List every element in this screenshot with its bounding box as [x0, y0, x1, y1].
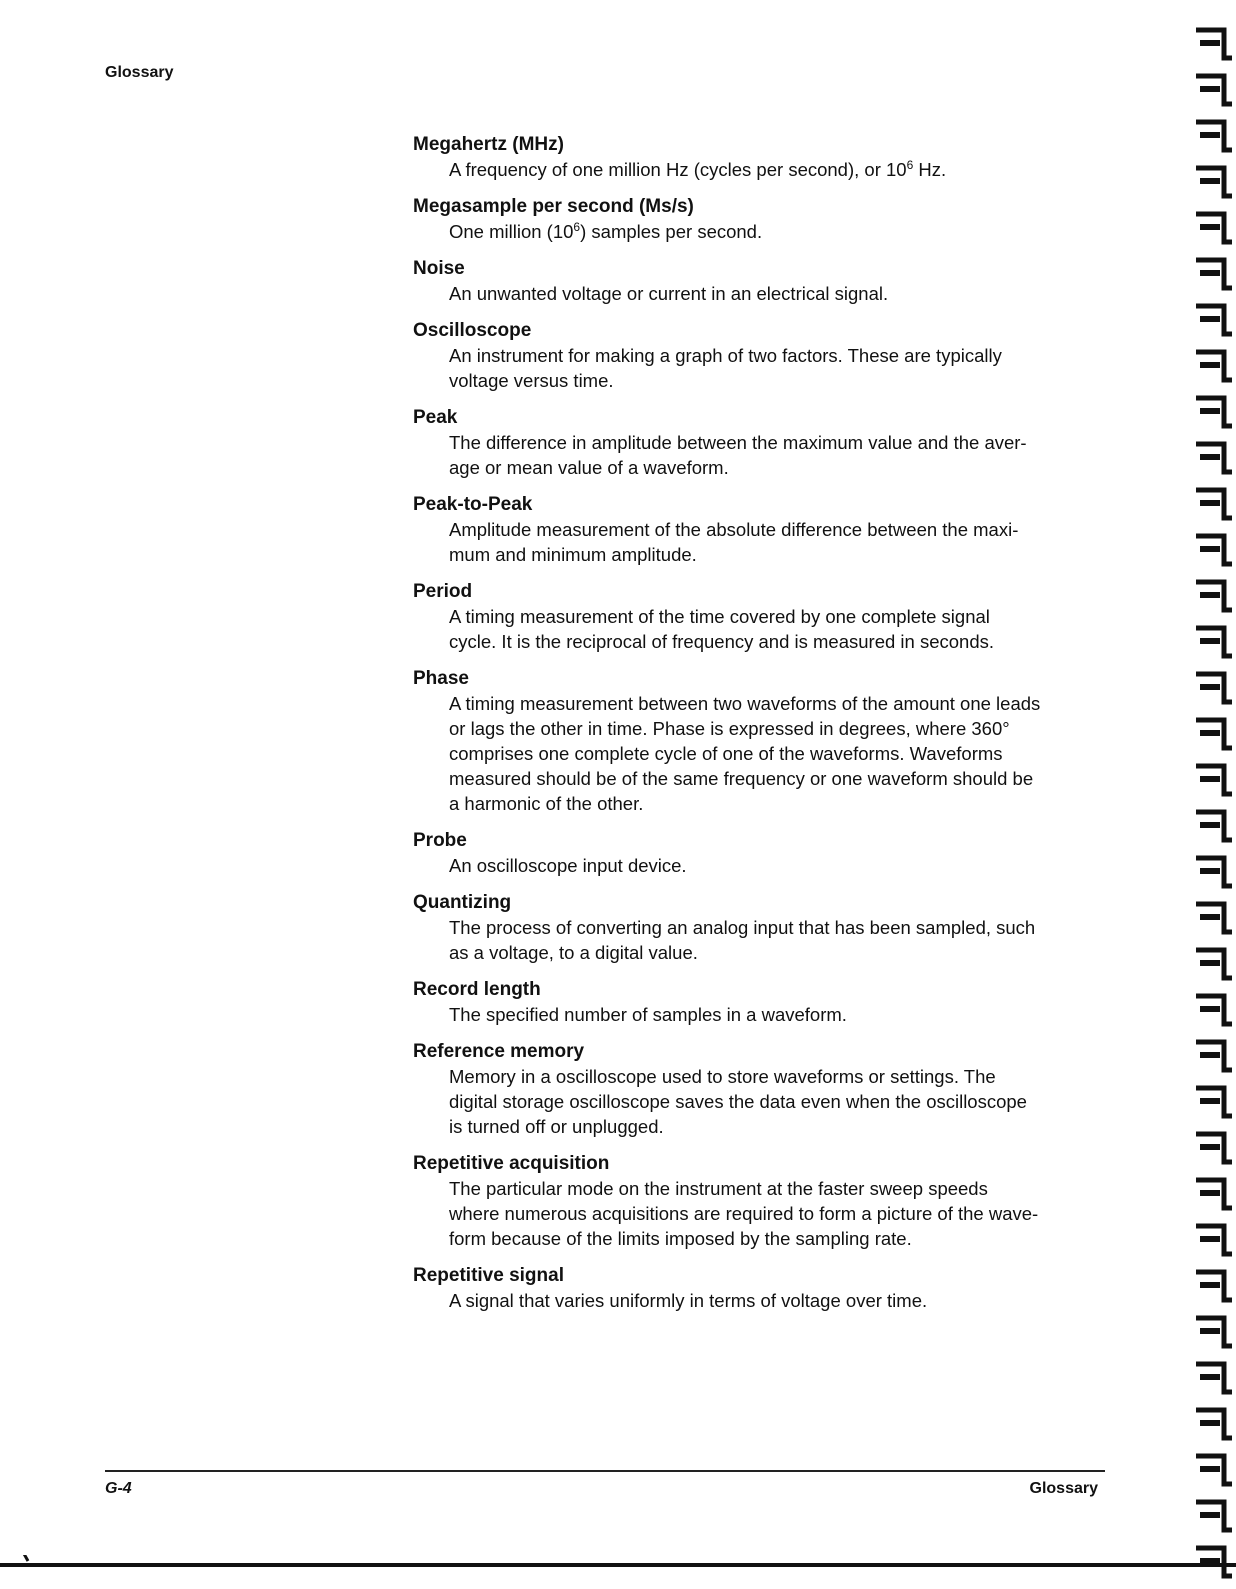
- binding-coil-tick: [1200, 1374, 1220, 1380]
- binding-coil-tick: [1200, 1512, 1220, 1518]
- binding-coil-tick: [1200, 1236, 1220, 1242]
- glossary-entry: [413, 1040, 1103, 1139]
- binding-coil-tick: [1200, 500, 1220, 506]
- binding-coil-tick: [1200, 684, 1220, 690]
- glossary-entry: [413, 1264, 1103, 1313]
- glossary-definition: A signal that varies uniformly in terms of voltage over time.: [449, 1290, 928, 1311]
- binding-coil-tick: [1200, 730, 1220, 736]
- glossary-term: Phase: [413, 668, 469, 689]
- binding-coil-tick: [1200, 1420, 1220, 1426]
- binding-coil-tick: [1200, 86, 1220, 92]
- binding-coil-tick: [1200, 1006, 1220, 1012]
- glossary-definition: A timing measurement of the time covered by one complete signal cycle. It is the reciprocal of frequency and is measured in seconds.: [449, 606, 994, 652]
- glossary-definition: An instrument for making a graph of two factors. These are typically voltage versus time.: [449, 345, 1002, 391]
- glossary-entry: [413, 891, 1103, 965]
- binding-coil-tick: [1200, 868, 1220, 874]
- binding-coil-tick: [1200, 270, 1220, 276]
- binding-coil-tick: [1200, 1144, 1220, 1150]
- binding-coil-tick: [1200, 1098, 1220, 1104]
- binding-coil-tick: [1200, 132, 1220, 138]
- binding-coil-tick: [1200, 914, 1220, 920]
- spiral-binding-graphic: [1194, 0, 1234, 1589]
- glossary-term: Megasample per second (Ms/s): [413, 196, 694, 217]
- glossary-entry: [413, 195, 1103, 244]
- glossary-term: Peak-to-Peak: [413, 494, 533, 515]
- glossary-definition: The specified number of samples in a waveform.: [449, 1004, 847, 1025]
- binding-coil-tick: [1200, 822, 1220, 828]
- binding-coil-tick: [1200, 1052, 1220, 1058]
- glossary-entry: [413, 493, 1103, 567]
- glossary-definition: The particular mode on the instrument at the faster sweep speeds where numerous acquisitions are required to form a picture of the wave- form because of the limits imposed by the sampling rate.: [449, 1178, 1039, 1249]
- glossary-term: Peak: [413, 407, 458, 428]
- footer-rule: [105, 1470, 1105, 1472]
- binding-coil-tick: [1200, 638, 1220, 644]
- glossary-term: Repetitive signal: [413, 1265, 564, 1286]
- footer-section-label: Glossary: [1029, 1480, 1098, 1497]
- glossary-definition: One million $(10^6)$ samples per second.: [449, 220, 763, 242]
- scan-corner-mark: [8, 1555, 28, 1561]
- glossary-entry: [413, 133, 1103, 182]
- scan-bottom-line: [0, 1563, 1236, 1567]
- glossary-definition: An unwanted voltage or current in an electrical signal.: [449, 283, 889, 304]
- binding-coil-tick: [1200, 1282, 1220, 1288]
- glossary-entry: [413, 1152, 1103, 1251]
- glossary-term: Period: [413, 581, 473, 602]
- binding-coil-tick: [1200, 1328, 1220, 1334]
- glossary-definition: The process of converting an analog input that has been sampled, such as a voltage, to a digital value.: [449, 917, 1036, 963]
- binding-coil-tick: [1200, 224, 1220, 230]
- glossary-entry: [413, 319, 1103, 393]
- glossary-entry: [413, 580, 1103, 654]
- glossary-definition: An oscilloscope input device.: [449, 855, 687, 876]
- glossary-term: Quantizing: [413, 892, 512, 913]
- glossary-term: Probe: [413, 830, 467, 851]
- binding-coil-tick: [1200, 1466, 1220, 1472]
- glossary-entry: [413, 978, 1103, 1027]
- glossary-entry: [413, 667, 1103, 816]
- glossary-definition: The difference in amplitude between the maximum value and the aver- age or mean value of a waveform.: [449, 432, 1027, 478]
- glossary-definition: A frequency of one million Hz (cycles per second), or $10^6$ Hz.: [449, 158, 947, 180]
- binding-coil-tick: [1200, 316, 1220, 322]
- glossary-term: Noise: [413, 258, 465, 279]
- glossary-term: Reference memory: [413, 1041, 585, 1062]
- glossary-definition: Memory in a oscilloscope used to store waveforms or settings. The digital storage oscilloscope saves the data even when the oscilloscope is turned off or unplugged.: [449, 1066, 1027, 1137]
- binding-coil-tick: [1200, 1190, 1220, 1196]
- running-header: Glossary: [105, 64, 174, 81]
- glossary-definition: A timing measurement between two waveforms of the amount one leads or lags the other in time. Phase is expressed in degrees, where 360° comprises one complete cycle of one of the waveforms. Waveforms measured should be of the same frequency or one waveform should be a harmonic of the other.: [449, 693, 1041, 814]
- glossary-term: Repetitive acquisition: [413, 1153, 610, 1174]
- binding-coil-tick: [1200, 546, 1220, 552]
- binding-coil-tick: [1200, 454, 1220, 460]
- glossary-definition: Amplitude measurement of the absolute difference between the maxi- mum and minimum amplitude.: [449, 519, 1019, 565]
- scan-edge-graphic: [0, 1555, 1236, 1589]
- glossary-term: Record length: [413, 979, 541, 1000]
- binding-coil-tick: [1200, 362, 1220, 368]
- glossary-entry: [413, 406, 1103, 480]
- binding-coil-tick: [1200, 178, 1220, 184]
- glossary-term: Oscilloscope: [413, 320, 532, 341]
- page-number: G-4: [105, 1480, 132, 1497]
- glossary-entry: [413, 829, 1103, 878]
- binding-coil-tick: [1200, 408, 1220, 414]
- binding-coil-tick: [1200, 776, 1220, 782]
- binding-coil-tick: [1200, 40, 1220, 46]
- glossary-entry: [413, 257, 1103, 306]
- glossary-list: [413, 133, 1103, 1326]
- binding-coil-tick: [1200, 592, 1220, 598]
- binding-coil-tick: [1200, 960, 1220, 966]
- glossary-term: Megahertz (MHz): [413, 134, 564, 155]
